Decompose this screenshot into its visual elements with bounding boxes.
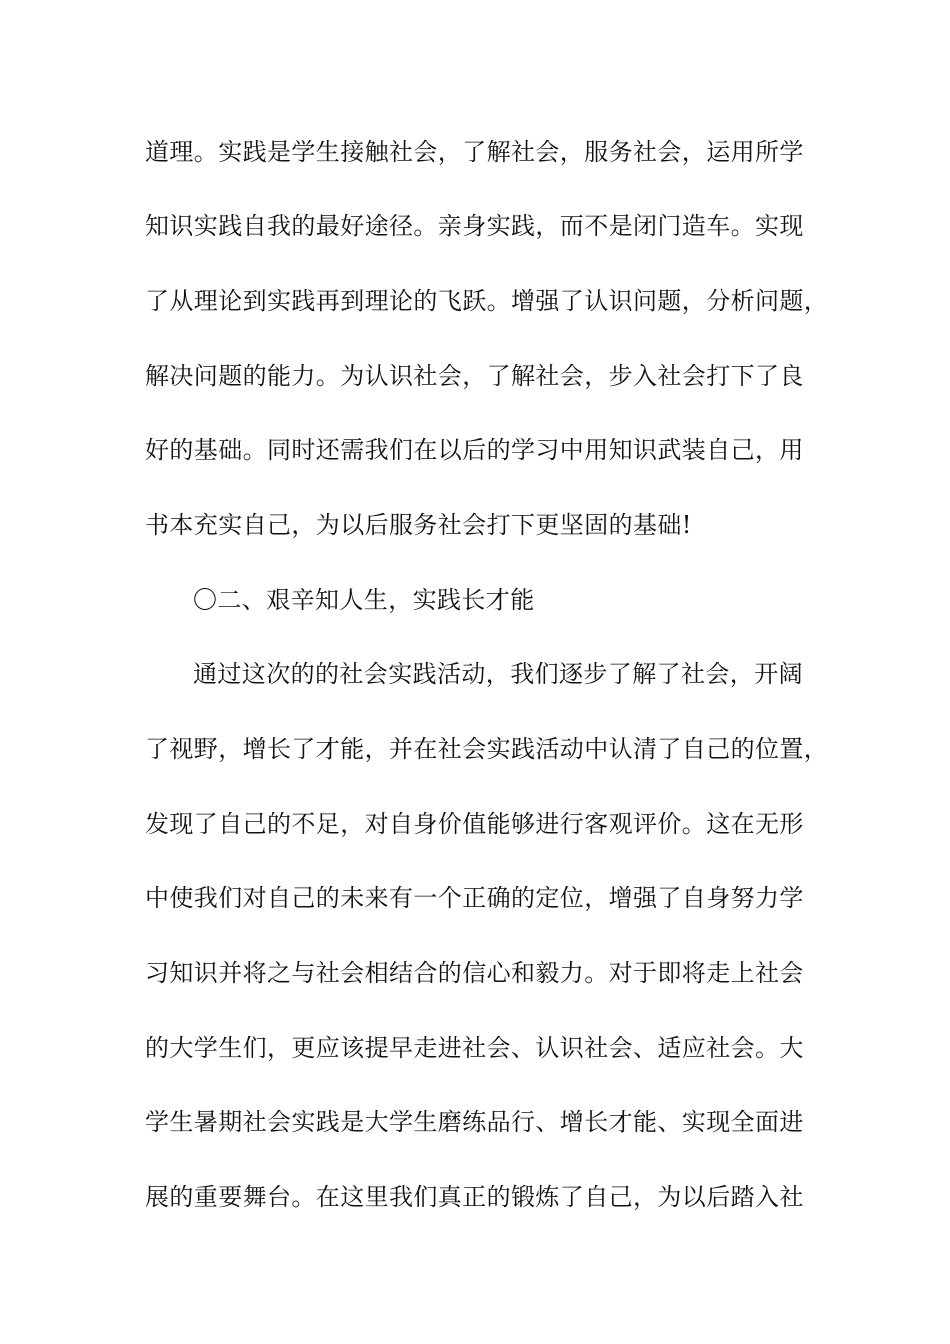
body-text-line: 了视野，增长了才能，并在社会实践活动中认清了自己的位置，	[145, 735, 829, 763]
body-text-line: 书本充实自己，为以后服务社会打下更坚固的基础!	[145, 511, 692, 539]
body-text-line: 道理。实践是学生接触社会，了解社会，服务社会，运用所学	[145, 138, 804, 166]
body-text-line: 发现了自己的不足，对自身价值能够进行客观评价。这在无形	[145, 810, 804, 838]
body-text-line: 通过这次的的社会实践活动，我们逐步了解了社会，开阔	[193, 660, 803, 688]
body-text-line: 学生暑期社会实践是大学生磨练品行、增长才能、实现全面进	[145, 1108, 804, 1136]
body-text-line: 知识实践自我的最好途径。亲身实践，而不是闭门造车。实现	[145, 212, 804, 240]
body-text-line: 好的基础。同时还需我们在以后的学习中用知识武装自己，用	[145, 436, 804, 464]
body-text-line: 的大学生们，更应该提早走进社会、认识社会、适应社会。大	[145, 1034, 804, 1062]
body-text-line: 习知识并将之与社会相结合的信心和毅力。对于即将走上社会	[145, 959, 804, 987]
section-heading: 〇二、艰辛知人生，实践长才能	[193, 586, 535, 614]
body-text-line: 展的重要舞台。在这里我们真正的锻炼了自己，为以后踏入社	[145, 1183, 804, 1211]
body-text-line: 解决问题的能力。为认识社会，了解社会，步入社会打下了良	[145, 362, 804, 390]
body-text-line: 了从理论到实践再到理论的飞跃。增强了认识问题，分析问题，	[145, 287, 829, 315]
body-text-line: 中使我们对自己的未来有一个正确的定位，增强了自身努力学	[145, 884, 804, 912]
